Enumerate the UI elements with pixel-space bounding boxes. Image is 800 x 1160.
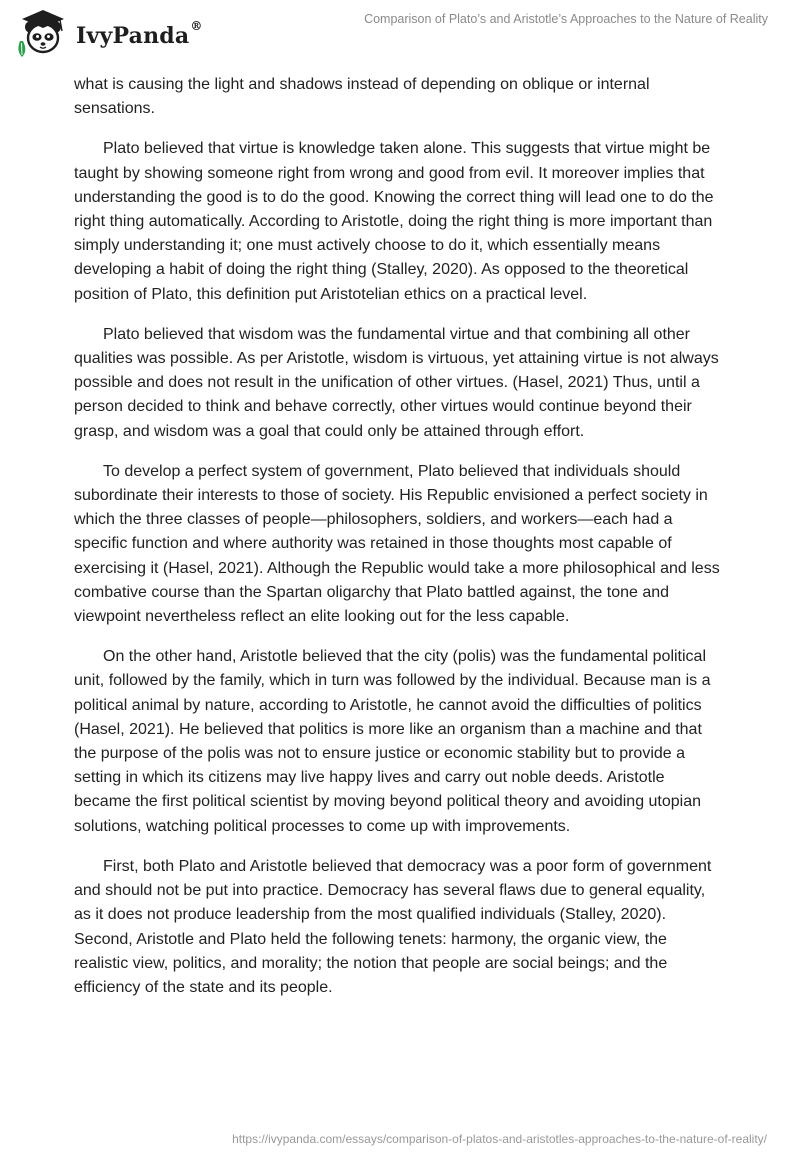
paragraph: First, both Plato and Aristotle believed that democracy was a poor form of government and should not be put into practice. Democracy has several flaws due to general equality, as it does not produce leadership from the most qualified individuals (Stalley, 2020). Second, Aristotle and Plato held the following tenets: harmony, the organic view, the realistic view, politics, and morality; the notion that people are social beings; and the efficiency of the state and its people. xyxy=(74,857,712,996)
paragraph: Plato believed that virtue is knowledge taken alone. This suggests that virtue might be taught by showing someone right from wrong and good from evil. It moreover implies that understanding the good is to do the good. Knowing the correct thing will lead one to do the right thing automatically. According to Aristotle, doing the right thing is more important than simply understanding it; one must actively choose to do it, which essentially means developing a habit of doing the right thing (Stalley, 2020). As opposed to the theoretical position of Plato, this definition put Aristotelian ethics on a practical level. xyxy=(74,140,714,303)
essay-body xyxy=(74,73,724,1016)
page-header xyxy=(0,0,800,62)
panda-graduate-icon xyxy=(14,7,72,59)
paragraph: To develop a perfect system of government, Plato believed that individuals should subordinate their interests to those of society. His Republic envisioned a perfect society in which the three classes of people—philosophers, soldiers, and workers—each had a specific function and where authority was retained in those thoughts most capable of exercising it (Hasel, 2021). Although the Republic would take a more philosophical and less combative course than the Spartan oligarchy that Plato battled against, the tone and viewpoint nevertheless reflect an elite looking out for the less capable. xyxy=(74,462,720,626)
document-title: Comparison of Plato’s and Aristotle’s Approaches to the Nature of Reality xyxy=(364,12,768,26)
ivypanda-logo[interactable] xyxy=(14,7,203,59)
footer-url-link[interactable]: https://ivypanda.com/essays/comparison-of-platos-and-aristotles-approaches-to-the-nature-of-reality/ xyxy=(232,1132,767,1146)
paragraph: what is causing the light and shadows instead of depending on oblique or internal sensations. xyxy=(74,76,650,118)
logo-wordmark: IvyPanda® xyxy=(76,19,203,49)
paragraph: On the other hand, Aristotle believed that the city (polis) was the fundamental political unit, followed by the family, which in turn was followed by the individual. Because man is a political animal by nature, according to Aristotle, he cannot avoid the difficulties of politics (Hasel, 2021). He believed that politics is more like an organism than a machine and that the purpose of the polis was not to ensure justice or economic stability but to provide a setting in which its citizens may live happy lives and carry out noble deeds. Aristotle became the first political scientist by moving beyond political theory and avoiding utopian solutions, watching political processes to come up with improvements. xyxy=(74,648,711,835)
paragraph: Plato believed that wisdom was the fundamental virtue and that combining all other qualities was possible. As per Aristotle, wisdom is virtuous, yet attaining virtue is not always possible and does not result in the unification of other virtues. (Hasel, 2021) Thus, until a person decided to think and behave correctly, other virtues would continue beyond their grasp, and wisdom was a goal that could only be attained through effort. xyxy=(74,325,719,440)
